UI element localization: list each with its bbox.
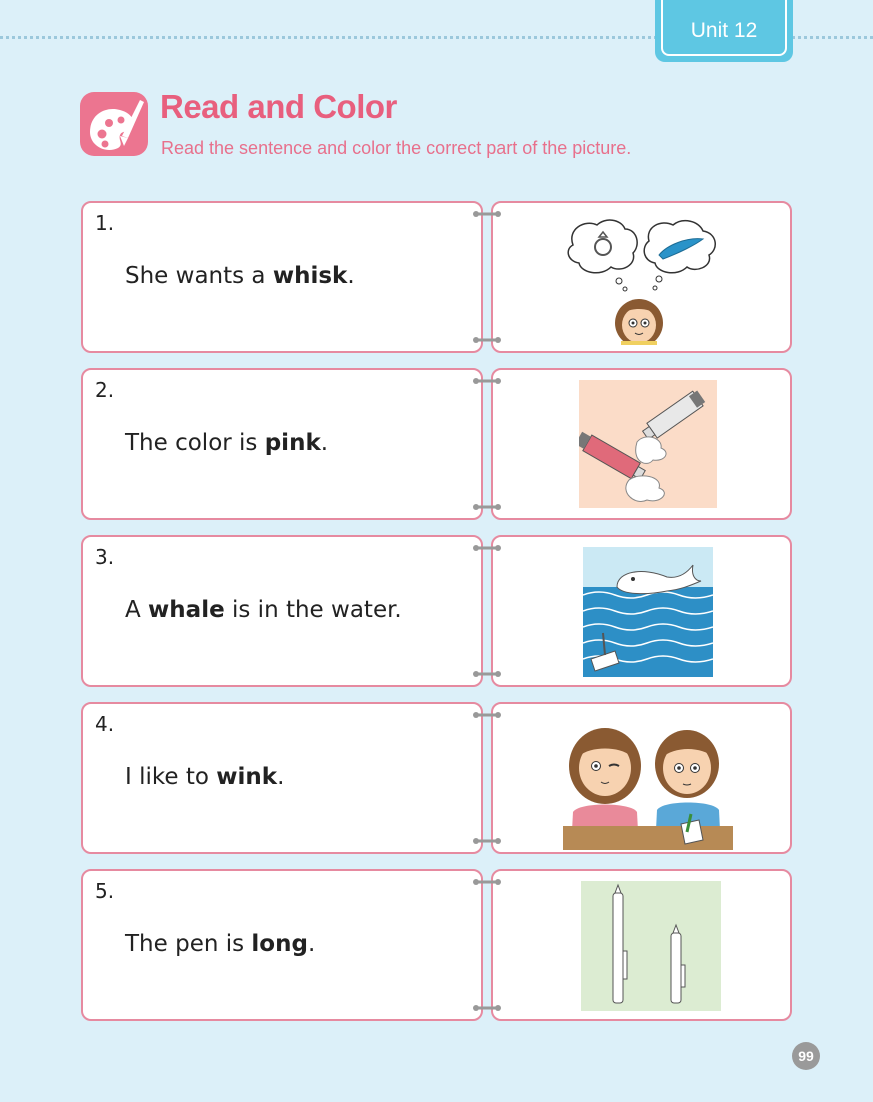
picture-card-1 (491, 201, 792, 353)
ring-binder-icon (472, 877, 502, 887)
item-keyword: wink (216, 764, 278, 790)
two-kids-picture[interactable] (563, 716, 733, 850)
palette-brush-icon (80, 92, 148, 156)
item-keyword: pink (264, 430, 321, 456)
ring-binder-icon (472, 376, 502, 386)
item-keyword: whale (148, 597, 225, 623)
ring-binder-icon (472, 1003, 502, 1013)
picture-card-4 (491, 702, 792, 854)
ring-binder-icon (472, 669, 502, 679)
item-number: 2. (95, 378, 115, 402)
exercise-card-1 (81, 201, 483, 353)
ring-binder-icon (472, 209, 502, 219)
exercise-card-2 (81, 368, 483, 520)
unit-label: Unit 12 (661, 0, 787, 56)
girl-thinking-picture[interactable] (563, 215, 723, 345)
instructions: Read the sentence and color the correct part of the picture. (161, 138, 632, 158)
whale-picture[interactable] (583, 547, 713, 677)
item-sentence: I like to wink. (125, 764, 285, 790)
ring-binder-icon (472, 836, 502, 846)
item-number: 4. (95, 712, 115, 736)
page-title: Read and Color (160, 88, 397, 125)
ring-binder-icon (472, 335, 502, 345)
item-keyword: whisk (272, 263, 348, 289)
item-keyword: long (251, 931, 308, 957)
ring-binder-icon (472, 543, 502, 553)
item-sentence: A whale is in the water. (125, 597, 402, 623)
ring-binder-icon (472, 502, 502, 512)
picture-card-2 (491, 368, 792, 520)
pens-picture[interactable] (581, 881, 721, 1011)
item-sentence: She wants a whisk. (125, 263, 355, 289)
exercise-card-4 (81, 702, 483, 854)
unit-tab (655, 0, 793, 62)
exercise-card-5 (81, 869, 483, 1021)
picture-card-5 (491, 869, 792, 1021)
item-number: 1. (95, 211, 115, 235)
item-sentence: The pen is long. (125, 931, 316, 957)
item-number: 5. (95, 879, 115, 903)
page-number: 99 (792, 1042, 820, 1070)
item-number: 3. (95, 545, 115, 569)
picture-card-3 (491, 535, 792, 687)
exercise-card-3 (81, 535, 483, 687)
paint-tubes-picture[interactable] (579, 380, 717, 508)
item-sentence: The color is pink. (125, 430, 329, 456)
ring-binder-icon (472, 710, 502, 720)
